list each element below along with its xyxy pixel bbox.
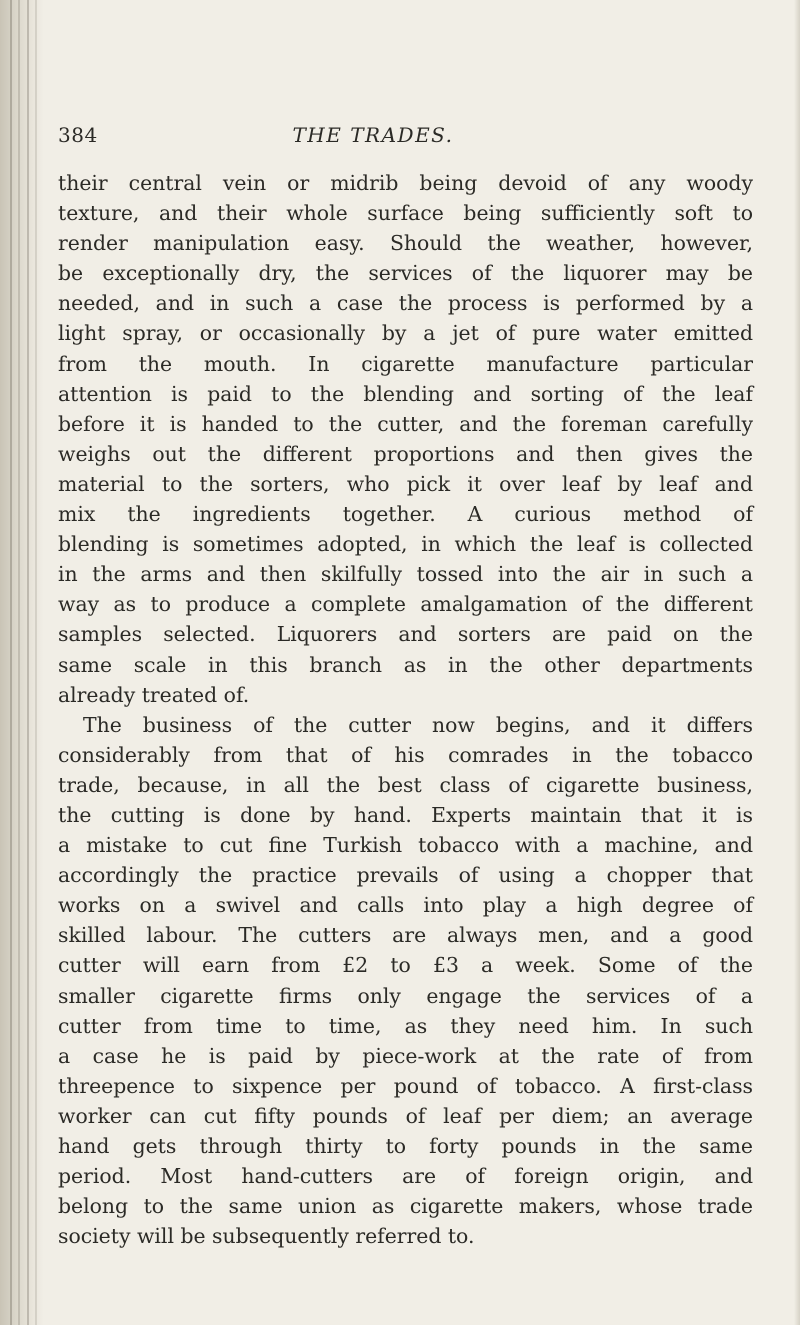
text-line: trade, because, in all the best class of cigarette business, bbox=[58, 772, 753, 797]
text-line: smaller cigarette firms only engage the services of a bbox=[58, 983, 753, 1008]
gutter-line bbox=[35, 0, 37, 1325]
gutter-line bbox=[18, 0, 20, 1325]
text-line: threepence to sixpence per pound of tobacco. A first-class bbox=[58, 1073, 753, 1098]
text-line: their central vein or midrib being devoid of any woody bbox=[58, 171, 753, 195]
text-line: the cutting is done by hand. Experts maintain that it is bbox=[58, 802, 753, 827]
text-line: from the mouth. In cigarette manufacture particular bbox=[58, 351, 753, 376]
text-line: texture, and their whole surface being sufficiently soft to bbox=[58, 201, 753, 226]
text-line: hand gets through thirty to forty pounds in the same bbox=[58, 1134, 753, 1158]
text-line: a mistake to cut fine Turkish tobacco with a machine, and bbox=[58, 833, 753, 858]
text-line: skilled labour. The cutters are always men, and a good bbox=[58, 923, 753, 948]
page-edge bbox=[794, 0, 800, 1325]
binding-gutter bbox=[0, 0, 44, 1325]
body-text bbox=[58, 168, 753, 1251]
text-line: belong to the same union as cigarette makers, whose trade bbox=[58, 1194, 753, 1219]
text-line: society will be subsequently referred to. bbox=[58, 1224, 475, 1249]
text-line: The business of the cutter now begins, and it differs bbox=[83, 712, 753, 737]
text-line: considerably from that of his comrades in the tobacco bbox=[58, 742, 753, 767]
text-line: accordingly the practice prevails of using a chopper that bbox=[58, 863, 753, 888]
text-line: mix the ingredients together. A curious method of bbox=[58, 502, 753, 527]
text-line: cutter from time to time, as they need him. In such bbox=[58, 1013, 753, 1038]
text-line: already treated of. bbox=[58, 682, 250, 707]
text-line: be exceptionally dry, the services of the liquorer may be bbox=[58, 261, 753, 286]
text-line: way as to produce a complete amalgamation of the different bbox=[58, 592, 753, 617]
page-number: 384 bbox=[58, 123, 98, 147]
text-line: needed, and in such a case the process is performed by a bbox=[58, 291, 753, 316]
text-line: light spray, or occasionally by a jet of pure water emitted bbox=[58, 321, 753, 346]
text-line: render manipulation easy. Should the weather, however, bbox=[58, 231, 753, 256]
gutter-line bbox=[27, 0, 29, 1325]
text-line: works on a swivel and calls into play a high degree of bbox=[58, 893, 753, 918]
text-line: worker can cut fifty pounds of leaf per diem; an average bbox=[58, 1103, 753, 1128]
text-line: same scale in this branch as in the other departments bbox=[58, 652, 753, 677]
text-line: cutter will earn from £2 to £3 a week. Some of the bbox=[58, 953, 753, 978]
running-title: THE TRADES. bbox=[292, 123, 454, 147]
text-line: in the arms and then skilfully tossed into the air in such a bbox=[58, 562, 753, 587]
text-line: weighs out the different proportions and then gives the bbox=[58, 441, 753, 466]
text-line: attention is paid to the blending and sorting of the leaf bbox=[58, 381, 753, 406]
text-line: material to the sorters, who pick it over leaf by leaf and bbox=[58, 471, 753, 496]
running-head bbox=[58, 123, 753, 153]
text-line: before it is handed to the cutter, and the foreman carefully bbox=[58, 411, 753, 436]
text-line: samples selected. Liquorers and sorters are paid on the bbox=[58, 622, 753, 647]
text-line: a case he is paid by piece-work at the rate of from bbox=[58, 1043, 753, 1068]
text-line: period. Most hand-cutters are of foreign origin, and bbox=[58, 1164, 753, 1189]
gutter-line bbox=[10, 0, 12, 1325]
text-line: blending is sometimes adopted, in which the leaf is collected bbox=[58, 532, 753, 557]
